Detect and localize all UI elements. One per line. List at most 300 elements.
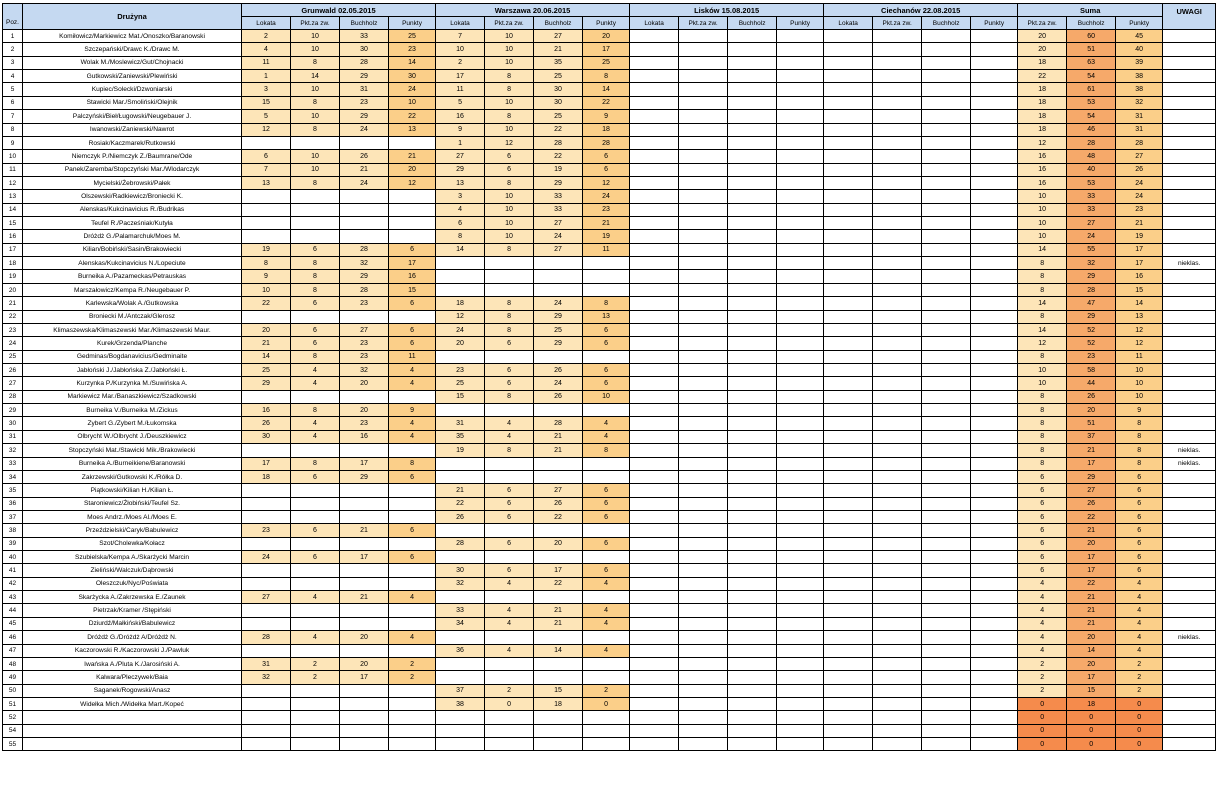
grunwald-punkty-cell: 25 <box>389 30 436 43</box>
warszawa-pkt-za-zw-cell <box>485 591 534 604</box>
ciechanow-pkt-za-zw-cell <box>873 591 922 604</box>
suma-buchholz-cell: 21 <box>1067 617 1116 630</box>
liskow-buchholz-cell <box>728 123 777 136</box>
table-row <box>3 70 1216 83</box>
subheader-punkty: Punkty <box>583 17 630 30</box>
ciechanow-punkty-cell <box>971 96 1018 109</box>
warszawa-pkt-za-zw-cell: 6 <box>485 363 534 376</box>
warszawa-punkty-cell <box>583 524 630 537</box>
warszawa-buchholz-cell <box>534 657 583 670</box>
position-cell: 47 <box>3 644 23 657</box>
ciechanow-pkt-za-zw-cell <box>873 430 922 443</box>
liskow-lokata-cell <box>630 176 679 189</box>
uwagi-cell: nieklas. <box>1163 257 1216 270</box>
liskow-pkt-za-zw-cell <box>679 551 728 564</box>
position-cell: 36 <box>3 497 23 510</box>
suma-punkty-cell: 11 <box>1116 350 1163 363</box>
ciechanow-pkt-za-zw-cell <box>873 283 922 296</box>
ciechanow-pkt-za-zw-cell <box>873 524 922 537</box>
liskow-lokata-cell <box>630 190 679 203</box>
warszawa-lokata-cell: 16 <box>436 110 485 123</box>
liskow-lokata-cell <box>630 484 679 497</box>
ciechanow-punkty-cell <box>971 404 1018 417</box>
suma-punkty-cell: 4 <box>1116 591 1163 604</box>
liskow-buchholz-cell <box>728 283 777 296</box>
grunwald-lokata-cell: 1 <box>242 70 291 83</box>
suma-pkt-za-zw-cell: 4 <box>1018 604 1067 617</box>
table-row <box>3 564 1216 577</box>
position-cell: 22 <box>3 310 23 323</box>
suma-punkty-cell: 8 <box>1116 444 1163 457</box>
liskow-pkt-za-zw-cell <box>679 83 728 96</box>
warszawa-punkty-cell: 8 <box>583 297 630 310</box>
suma-pkt-za-zw-cell: 6 <box>1018 564 1067 577</box>
grunwald-punkty-cell: 11 <box>389 350 436 363</box>
suma-buchholz-cell: 52 <box>1067 323 1116 336</box>
ciechanow-punkty-cell <box>971 724 1018 737</box>
warszawa-pkt-za-zw-cell <box>485 270 534 283</box>
ciechanow-lokata-cell <box>824 537 873 550</box>
liskow-punkty-cell <box>777 136 824 149</box>
warszawa-pkt-za-zw-cell: 8 <box>485 83 534 96</box>
liskow-lokata-cell <box>630 577 679 590</box>
position-cell: 9 <box>3 136 23 149</box>
ciechanow-pkt-za-zw-cell <box>873 657 922 670</box>
grunwald-punkty-cell: 6 <box>389 297 436 310</box>
liskow-pkt-za-zw-cell <box>679 270 728 283</box>
liskow-pkt-za-zw-cell <box>679 390 728 403</box>
grunwald-punkty-cell: 4 <box>389 363 436 376</box>
liskow-pkt-za-zw-cell <box>679 510 728 523</box>
warszawa-punkty-cell: 18 <box>583 123 630 136</box>
team-name-cell <box>23 738 242 751</box>
table-row <box>3 123 1216 136</box>
liskow-buchholz-cell <box>728 724 777 737</box>
grunwald-buchholz-cell: 20 <box>340 377 389 390</box>
liskow-lokata-cell <box>630 430 679 443</box>
liskow-pkt-za-zw-cell <box>679 150 728 163</box>
liskow-buchholz-cell <box>728 270 777 283</box>
grunwald-pkt-za-zw-cell <box>291 697 340 710</box>
liskow-buchholz-cell <box>728 163 777 176</box>
grunwald-lokata-cell: 10 <box>242 283 291 296</box>
table-row <box>3 283 1216 296</box>
grunwald-lokata-cell: 14 <box>242 350 291 363</box>
grunwald-lokata-cell <box>242 136 291 149</box>
grunwald-punkty-cell <box>389 617 436 630</box>
liskow-buchholz-cell <box>728 417 777 430</box>
ciechanow-buchholz-cell <box>922 243 971 256</box>
suma-buchholz-cell: 32 <box>1067 257 1116 270</box>
table-row <box>3 390 1216 403</box>
ciechanow-punkty-cell <box>971 564 1018 577</box>
warszawa-punkty-cell: 21 <box>583 217 630 230</box>
ciechanow-punkty-cell <box>971 617 1018 630</box>
warszawa-punkty-cell: 4 <box>583 430 630 443</box>
table-row <box>3 497 1216 510</box>
ciechanow-buchholz-cell <box>922 230 971 243</box>
table-row <box>3 444 1216 457</box>
grunwald-punkty-cell: 4 <box>389 631 436 644</box>
team-name-cell: Alenskas/Kukcinavicius R./Budrikas <box>23 203 242 216</box>
uwagi-cell <box>1163 217 1216 230</box>
ciechanow-pkt-za-zw-cell <box>873 96 922 109</box>
suma-buchholz-cell: 29 <box>1067 310 1116 323</box>
warszawa-buchholz-cell: 21 <box>534 43 583 56</box>
suma-buchholz-cell: 48 <box>1067 150 1116 163</box>
warszawa-pkt-za-zw-cell <box>485 671 534 684</box>
position-cell: 17 <box>3 243 23 256</box>
grunwald-buchholz-cell <box>340 564 389 577</box>
grunwald-lokata-cell: 4 <box>242 43 291 56</box>
ciechanow-punkty-cell <box>971 243 1018 256</box>
ciechanow-buchholz-cell <box>922 724 971 737</box>
warszawa-buchholz-cell <box>534 350 583 363</box>
ciechanow-pkt-za-zw-cell <box>873 110 922 123</box>
suma-buchholz-cell: 0 <box>1067 738 1116 751</box>
grunwald-pkt-za-zw-cell: 2 <box>291 671 340 684</box>
liskow-lokata-cell <box>630 417 679 430</box>
liskow-pkt-za-zw-cell <box>679 110 728 123</box>
liskow-lokata-cell <box>630 711 679 724</box>
grunwald-pkt-za-zw-cell: 4 <box>291 377 340 390</box>
suma-buchholz-cell: 44 <box>1067 377 1116 390</box>
team-name-cell: Dróżdż G./Palamarchuk/Moes M. <box>23 230 242 243</box>
table-row <box>3 203 1216 216</box>
liskow-lokata-cell <box>630 270 679 283</box>
suma-buchholz-cell: 51 <box>1067 417 1116 430</box>
team-name-cell: Przeździelski/Caryk/Babulewicz <box>23 524 242 537</box>
warszawa-buchholz-cell: 28 <box>534 136 583 149</box>
grunwald-punkty-cell: 21 <box>389 150 436 163</box>
suma-buchholz-cell: 28 <box>1067 283 1116 296</box>
grunwald-punkty-cell <box>389 564 436 577</box>
position-cell: 55 <box>3 738 23 751</box>
grunwald-buchholz-cell: 28 <box>340 283 389 296</box>
position-cell: 35 <box>3 484 23 497</box>
suma-buchholz-cell: 55 <box>1067 243 1116 256</box>
warszawa-buchholz-cell: 22 <box>534 150 583 163</box>
ciechanow-buchholz-cell <box>922 30 971 43</box>
warszawa-pkt-za-zw-cell <box>485 457 534 470</box>
ciechanow-buchholz-cell <box>922 631 971 644</box>
ciechanow-lokata-cell <box>824 230 873 243</box>
uwagi-cell <box>1163 551 1216 564</box>
ciechanow-pkt-za-zw-cell <box>873 163 922 176</box>
grunwald-pkt-za-zw-cell: 8 <box>291 270 340 283</box>
suma-punkty-cell: 38 <box>1116 70 1163 83</box>
ciechanow-punkty-cell <box>971 283 1018 296</box>
suma-pkt-za-zw-cell: 16 <box>1018 163 1067 176</box>
table-row <box>3 350 1216 363</box>
suma-punkty-cell: 27 <box>1116 150 1163 163</box>
warszawa-punkty-cell <box>583 257 630 270</box>
team-name-cell: Jabłoński J./Jabłońska Z./Jabłoński Ł. <box>23 363 242 376</box>
liskow-pkt-za-zw-cell <box>679 163 728 176</box>
results-table <box>2 3 1216 751</box>
suma-buchholz-cell: 54 <box>1067 70 1116 83</box>
suma-punkty-cell: 39 <box>1116 56 1163 69</box>
grunwald-buchholz-cell: 29 <box>340 470 389 483</box>
ciechanow-lokata-cell <box>824 564 873 577</box>
ciechanow-buchholz-cell <box>922 283 971 296</box>
grunwald-lokata-cell: 31 <box>242 657 291 670</box>
grunwald-pkt-za-zw-cell: 6 <box>291 524 340 537</box>
grunwald-lokata-cell: 30 <box>242 430 291 443</box>
ciechanow-pkt-za-zw-cell <box>873 43 922 56</box>
suma-punkty-cell: 32 <box>1116 96 1163 109</box>
ciechanow-pkt-za-zw-cell <box>873 150 922 163</box>
grunwald-lokata-cell: 2 <box>242 30 291 43</box>
suma-pkt-za-zw-cell: 0 <box>1018 711 1067 724</box>
warszawa-punkty-cell: 4 <box>583 577 630 590</box>
subheader-buchholz: Buchholz <box>728 17 777 30</box>
ciechanow-lokata-cell <box>824 163 873 176</box>
ciechanow-punkty-cell <box>971 150 1018 163</box>
liskow-pkt-za-zw-cell <box>679 617 728 630</box>
warszawa-pkt-za-zw-cell <box>485 470 534 483</box>
ciechanow-buchholz-cell <box>922 190 971 203</box>
warszawa-punkty-cell <box>583 283 630 296</box>
warszawa-punkty-cell: 6 <box>583 163 630 176</box>
warszawa-pkt-za-zw-cell <box>485 738 534 751</box>
warszawa-pkt-za-zw-cell: 6 <box>485 484 534 497</box>
ciechanow-punkty-cell <box>971 363 1018 376</box>
ciechanow-punkty-cell <box>971 697 1018 710</box>
suma-punkty-cell: 8 <box>1116 457 1163 470</box>
team-name-cell: Broniecki M./Antczak/Glerosz <box>23 310 242 323</box>
liskow-lokata-cell <box>630 70 679 83</box>
warszawa-pkt-za-zw-cell: 8 <box>485 444 534 457</box>
warszawa-punkty-cell: 6 <box>583 337 630 350</box>
liskow-punkty-cell <box>777 470 824 483</box>
table-row <box>3 136 1216 149</box>
liskow-lokata-cell <box>630 123 679 136</box>
suma-pkt-za-zw-cell: 10 <box>1018 363 1067 376</box>
warszawa-lokata-cell: 5 <box>436 96 485 109</box>
uwagi-cell <box>1163 697 1216 710</box>
team-name-cell: Dróżdż G./Dróżdż A/Dróżdż N. <box>23 631 242 644</box>
ciechanow-lokata-cell <box>824 270 873 283</box>
uwagi-cell <box>1163 497 1216 510</box>
warszawa-pkt-za-zw-cell <box>485 711 534 724</box>
team-name-cell: Palczyński/Bieł/Ługowski/Neugebauer J. <box>23 110 242 123</box>
liskow-pkt-za-zw-cell <box>679 43 728 56</box>
warszawa-pkt-za-zw-cell: 6 <box>485 510 534 523</box>
warszawa-buchholz-cell: 24 <box>534 230 583 243</box>
grunwald-lokata-cell: 15 <box>242 96 291 109</box>
suma-punkty-cell: 19 <box>1116 230 1163 243</box>
warszawa-buchholz-cell <box>534 257 583 270</box>
team-name-cell: Komiłowicz/Markiewicz Mat./Onoszko/Baranowski <box>23 30 242 43</box>
liskow-punkty-cell <box>777 163 824 176</box>
position-cell: 26 <box>3 363 23 376</box>
liskow-pkt-za-zw-cell <box>679 484 728 497</box>
suma-pkt-za-zw-cell: 6 <box>1018 524 1067 537</box>
warszawa-pkt-za-zw-cell <box>485 551 534 564</box>
grunwald-punkty-cell: 6 <box>389 551 436 564</box>
team-name-cell: Marszałowicz/Kempa R./Neugebauer P. <box>23 283 242 296</box>
team-name-cell: Kaczorowski R./Kaczorowski J./Pawluk <box>23 644 242 657</box>
suma-pkt-za-zw-cell: 10 <box>1018 230 1067 243</box>
grunwald-lokata-cell <box>242 537 291 550</box>
warszawa-pkt-za-zw-cell: 6 <box>485 497 534 510</box>
ciechanow-buchholz-cell <box>922 203 971 216</box>
warszawa-pkt-za-zw-cell: 10 <box>485 56 534 69</box>
liskow-buchholz-cell <box>728 404 777 417</box>
position-cell: 8 <box>3 123 23 136</box>
position-cell: 44 <box>3 604 23 617</box>
liskow-lokata-cell <box>630 631 679 644</box>
ciechanow-buchholz-cell <box>922 604 971 617</box>
warszawa-buchholz-cell: 21 <box>534 430 583 443</box>
ciechanow-pkt-za-zw-cell <box>873 510 922 523</box>
ciechanow-pkt-za-zw-cell <box>873 230 922 243</box>
suma-punkty-cell: 4 <box>1116 577 1163 590</box>
warszawa-buchholz-cell <box>534 711 583 724</box>
ciechanow-pkt-za-zw-cell <box>873 644 922 657</box>
ciechanow-punkty-cell <box>971 577 1018 590</box>
uwagi-cell <box>1163 711 1216 724</box>
warszawa-lokata-cell: 26 <box>436 510 485 523</box>
uwagi-cell <box>1163 136 1216 149</box>
liskow-pkt-za-zw-cell <box>679 444 728 457</box>
uwagi-cell <box>1163 484 1216 497</box>
warszawa-punkty-cell: 14 <box>583 83 630 96</box>
warszawa-lokata-cell: 4 <box>436 203 485 216</box>
suma-pkt-za-zw-cell: 22 <box>1018 70 1067 83</box>
grunwald-punkty-cell: 10 <box>389 96 436 109</box>
grunwald-punkty-cell: 15 <box>389 283 436 296</box>
ciechanow-lokata-cell <box>824 724 873 737</box>
warszawa-pkt-za-zw-cell: 8 <box>485 323 534 336</box>
suma-pkt-za-zw-cell: 16 <box>1018 176 1067 189</box>
ciechanow-pkt-za-zw-cell <box>873 551 922 564</box>
grunwald-pkt-za-zw-cell <box>291 617 340 630</box>
grunwald-buchholz-cell: 17 <box>340 551 389 564</box>
suma-pkt-za-zw-cell: 8 <box>1018 257 1067 270</box>
liskow-buchholz-cell <box>728 43 777 56</box>
uwagi-cell <box>1163 738 1216 751</box>
ciechanow-pkt-za-zw-cell <box>873 243 922 256</box>
grunwald-lokata-cell: 11 <box>242 56 291 69</box>
position-cell: 14 <box>3 203 23 216</box>
suma-buchholz-cell: 17 <box>1067 457 1116 470</box>
liskow-pkt-za-zw-cell <box>679 190 728 203</box>
suma-pkt-za-zw-cell: 14 <box>1018 297 1067 310</box>
grunwald-lokata-cell <box>242 711 291 724</box>
grunwald-pkt-za-zw-cell: 2 <box>291 657 340 670</box>
grunwald-pkt-za-zw-cell <box>291 724 340 737</box>
liskow-punkty-cell <box>777 644 824 657</box>
grunwald-pkt-za-zw-cell: 8 <box>291 404 340 417</box>
liskow-punkty-cell <box>777 444 824 457</box>
suma-pkt-za-zw-cell: 2 <box>1018 671 1067 684</box>
ciechanow-buchholz-cell <box>922 444 971 457</box>
liskow-buchholz-cell <box>728 457 777 470</box>
suma-buchholz-cell: 28 <box>1067 136 1116 149</box>
uwagi-cell <box>1163 70 1216 83</box>
ciechanow-punkty-cell <box>971 217 1018 230</box>
ciechanow-lokata-cell <box>824 604 873 617</box>
table-row <box>3 551 1216 564</box>
team-name-cell: Niemczyk P./Niemczyk Z./Baumrane/Ode <box>23 150 242 163</box>
uwagi-cell <box>1163 243 1216 256</box>
table-row <box>3 163 1216 176</box>
grunwald-punkty-cell: 6 <box>389 470 436 483</box>
liskow-pkt-za-zw-cell <box>679 56 728 69</box>
ciechanow-pkt-za-zw-cell <box>873 337 922 350</box>
team-name-cell <box>23 711 242 724</box>
ciechanow-lokata-cell <box>824 323 873 336</box>
warszawa-pkt-za-zw-cell: 6 <box>485 150 534 163</box>
liskow-pkt-za-zw-cell <box>679 457 728 470</box>
ciechanow-punkty-cell <box>971 136 1018 149</box>
liskow-lokata-cell <box>630 604 679 617</box>
position-cell: 2 <box>3 43 23 56</box>
liskow-pkt-za-zw-cell <box>679 337 728 350</box>
liskow-pkt-za-zw-cell <box>679 671 728 684</box>
grunwald-buchholz-cell <box>340 310 389 323</box>
team-name-cell: Teufel R./Pacześniak/Kutyła <box>23 217 242 230</box>
ciechanow-buchholz-cell <box>922 417 971 430</box>
ciechanow-buchholz-cell <box>922 591 971 604</box>
ciechanow-buchholz-cell <box>922 150 971 163</box>
suma-punkty-cell: 6 <box>1116 484 1163 497</box>
uwagi-cell <box>1163 43 1216 56</box>
uwagi-cell <box>1163 390 1216 403</box>
warszawa-pkt-za-zw-cell: 6 <box>485 537 534 550</box>
ciechanow-punkty-cell <box>971 176 1018 189</box>
grunwald-punkty-cell <box>389 444 436 457</box>
position-cell: 13 <box>3 190 23 203</box>
warszawa-buchholz-cell: 29 <box>534 310 583 323</box>
team-name-cell: Kupiec/Solecki/Dzwoniarski <box>23 83 242 96</box>
liskow-lokata-cell <box>630 444 679 457</box>
team-name-cell: Szczepański/Drawc K./Drawc M. <box>23 43 242 56</box>
grunwald-buchholz-cell: 20 <box>340 404 389 417</box>
warszawa-pkt-za-zw-cell: 8 <box>485 310 534 323</box>
ciechanow-buchholz-cell <box>922 110 971 123</box>
warszawa-lokata-cell <box>436 470 485 483</box>
liskow-punkty-cell <box>777 337 824 350</box>
grunwald-punkty-cell <box>389 203 436 216</box>
liskow-punkty-cell <box>777 697 824 710</box>
liskow-punkty-cell <box>777 96 824 109</box>
warszawa-pkt-za-zw-cell <box>485 724 534 737</box>
table-row <box>3 484 1216 497</box>
ciechanow-punkty-cell <box>971 390 1018 403</box>
ciechanow-punkty-cell <box>971 43 1018 56</box>
liskow-buchholz-cell <box>728 190 777 203</box>
grunwald-pkt-za-zw-cell <box>291 684 340 697</box>
grunwald-lokata-cell <box>242 203 291 216</box>
warszawa-lokata-cell <box>436 350 485 363</box>
header-uwagi: UWAGI <box>1163 4 1216 30</box>
grunwald-punkty-cell: 30 <box>389 70 436 83</box>
warszawa-punkty-cell: 2 <box>583 684 630 697</box>
liskow-lokata-cell <box>630 150 679 163</box>
team-name-cell: Moes Andrz./Moes Al./Moes E. <box>23 510 242 523</box>
team-name-cell: Olbrycht W./Olbrycht J./Deuszkiewicz <box>23 430 242 443</box>
liskow-punkty-cell <box>777 404 824 417</box>
warszawa-pkt-za-zw-cell: 10 <box>485 203 534 216</box>
ciechanow-punkty-cell <box>971 350 1018 363</box>
team-name-cell: Zieliński/Walczuk/Dąbrowski <box>23 564 242 577</box>
uwagi-cell <box>1163 123 1216 136</box>
ciechanow-lokata-cell <box>824 203 873 216</box>
grunwald-lokata-cell <box>242 190 291 203</box>
